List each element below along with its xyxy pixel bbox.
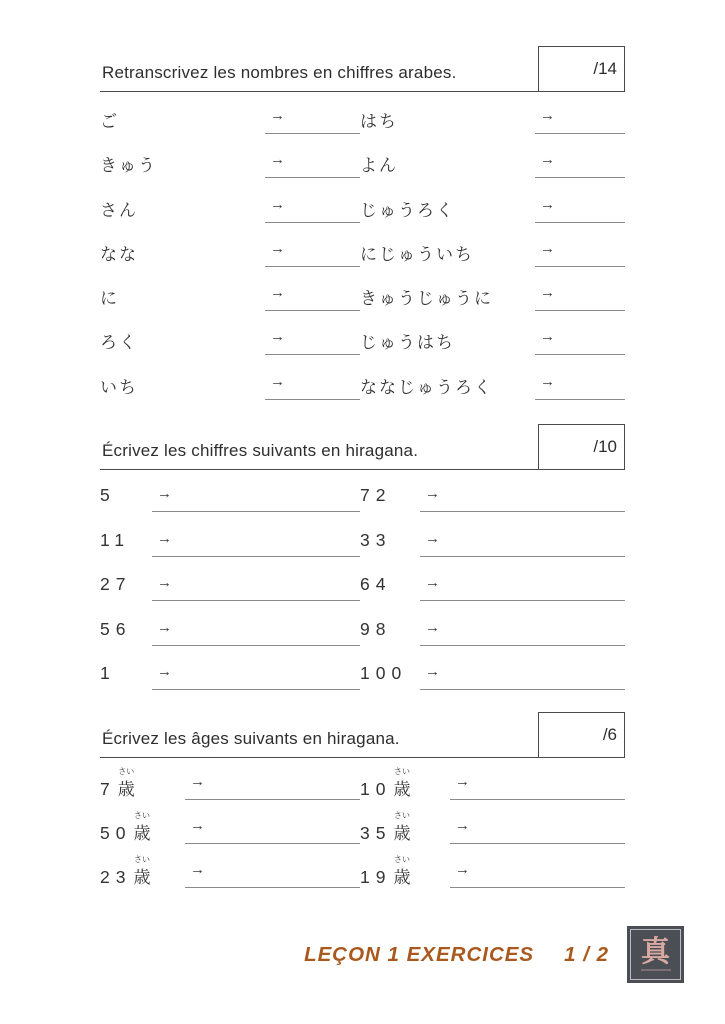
kana-word-right: じゅうはち	[360, 333, 455, 353]
section-title: Retranscrivez les nombres en chiffres arabes.	[102, 63, 457, 82]
number-left: 1	[100, 663, 116, 684]
page-number: 1 / 2	[564, 942, 609, 966]
answer-blank	[450, 766, 625, 800]
answer-blank	[152, 478, 360, 512]
arrow-icon: →	[190, 772, 205, 790]
answer-blank	[420, 612, 625, 646]
section-header	[100, 425, 625, 470]
answer-blank	[450, 810, 625, 844]
arrow-icon: →	[157, 618, 172, 636]
answer-blank	[450, 854, 625, 888]
age-kanji: 歳	[117, 779, 135, 799]
arrow-icon: →	[425, 574, 440, 592]
answer-blank	[265, 277, 360, 311]
footer-text	[304, 943, 609, 967]
number-left: 27	[100, 574, 132, 595]
page-footer	[100, 926, 684, 983]
kana-word-right: きゅうじゅうに	[360, 289, 493, 309]
answer-blank	[152, 567, 360, 601]
exercise-row	[100, 523, 625, 568]
arrow-icon: →	[455, 860, 470, 878]
age-kanji: 歳	[393, 823, 411, 843]
furigana: さい	[133, 854, 150, 864]
answer-blank	[265, 366, 360, 400]
age-kanji: 歳	[133, 867, 151, 887]
age-right	[360, 854, 450, 888]
brand-logo-inner	[630, 929, 681, 980]
answer-blank	[420, 478, 625, 512]
arrow-icon: →	[540, 107, 555, 124]
number-right: 33	[360, 529, 392, 550]
answer-blank	[535, 277, 625, 311]
arrow-icon: →	[425, 529, 440, 547]
arrow-icon: →	[157, 485, 172, 503]
section-title: Écrivez les chiffres suivants en hiragana.	[102, 441, 419, 461]
arrow-icon: →	[540, 372, 555, 390]
exercise-rows	[100, 92, 625, 410]
age-kanji: 歳	[133, 823, 151, 843]
arrow-icon: →	[540, 151, 555, 169]
number-right: 64	[360, 574, 392, 595]
answer-blank	[265, 189, 360, 223]
arrow-icon: →	[190, 816, 205, 834]
age-kanji-wrap	[133, 810, 151, 844]
answer-blank	[152, 523, 360, 557]
age-kanji: 歳	[393, 867, 411, 887]
answer-blank	[420, 523, 625, 557]
answer-blank	[535, 189, 625, 223]
age-number: 10	[360, 778, 392, 799]
kana-word-right: にじゅういち	[360, 244, 474, 264]
answer-blank	[265, 233, 360, 267]
furigana: さい	[133, 810, 150, 820]
arrow-icon: →	[270, 151, 285, 169]
answer-blank	[152, 612, 360, 646]
exercise-row	[100, 854, 625, 898]
age-right	[360, 766, 450, 800]
score-box: /6	[538, 712, 625, 758]
answer-blank	[535, 321, 625, 355]
section-title: Écrivez les âges suivants en hiragana.	[102, 728, 400, 748]
age-kanji-wrap	[133, 854, 151, 888]
exercise-row	[100, 366, 625, 410]
exercise-row	[100, 478, 625, 523]
exercise-row	[100, 144, 625, 188]
exercise-row	[100, 567, 625, 612]
logo-kanji: 真	[640, 936, 670, 968]
number-left: 56	[100, 618, 132, 639]
age-kanji-wrap	[393, 854, 411, 888]
section-header	[100, 47, 625, 92]
age-number: 7	[100, 778, 116, 799]
number-left: 11	[100, 529, 131, 550]
arrow-icon: →	[270, 284, 285, 302]
age-kanji: 歳	[393, 779, 411, 799]
age-number: 35	[360, 822, 392, 843]
answer-blank	[185, 854, 360, 888]
score-box: /14	[538, 46, 625, 92]
age-left	[100, 854, 185, 888]
kana-word-left: いち	[100, 377, 138, 397]
age-number: 50	[100, 822, 132, 843]
exercise-row	[100, 612, 625, 657]
exercise-row	[100, 277, 625, 321]
arrow-icon: →	[270, 195, 285, 213]
arrow-icon: →	[540, 195, 555, 213]
arrow-icon: →	[455, 772, 470, 790]
age-kanji-wrap	[393, 810, 411, 844]
answer-blank	[535, 100, 625, 134]
kana-word-right: よん	[360, 156, 398, 176]
lesson-title: LEÇON 1 EXERCICES	[304, 942, 535, 966]
arrow-icon: →	[540, 284, 555, 302]
number-right: 98	[360, 618, 392, 639]
answer-blank	[420, 567, 625, 601]
age-right	[360, 810, 450, 844]
answer-blank	[185, 766, 360, 800]
exercise-row	[100, 233, 625, 277]
exercise-row	[100, 656, 625, 701]
section-header	[100, 713, 625, 758]
furigana: さい	[393, 854, 410, 864]
kana-word-right: ななじゅうろく	[360, 377, 493, 397]
brand-logo	[627, 926, 684, 983]
kana-word-left: ろく	[100, 333, 138, 353]
age-kanji-wrap	[117, 766, 135, 800]
arrow-icon: →	[157, 663, 172, 681]
age-left	[100, 810, 185, 844]
kana-word-left: きゅう	[100, 156, 157, 176]
age-left	[100, 766, 185, 800]
arrow-icon: →	[540, 328, 555, 346]
furigana: さい	[393, 810, 410, 820]
arrow-icon: →	[270, 328, 285, 346]
kana-word-right: じゅうろく	[360, 200, 455, 220]
age-number: 19	[360, 866, 392, 887]
age-number: 23	[100, 866, 132, 887]
furigana: さい	[393, 766, 410, 776]
answer-blank	[535, 366, 625, 400]
number-right: 72	[360, 485, 392, 506]
section-kana-to-numbers	[100, 47, 625, 410]
kana-word-left: なな	[100, 244, 138, 264]
answer-blank	[535, 233, 625, 267]
logo-caption-line	[641, 969, 671, 971]
exercise-row	[100, 321, 625, 365]
exercise-row	[100, 189, 625, 233]
number-right: 100	[360, 663, 408, 684]
answer-blank	[152, 656, 360, 690]
arrow-icon: →	[190, 860, 205, 878]
arrow-icon: →	[455, 816, 470, 834]
age-kanji-wrap	[393, 766, 411, 800]
score-box: /10	[538, 424, 625, 470]
arrow-icon: →	[157, 529, 172, 547]
answer-blank	[265, 144, 360, 178]
arrow-icon: →	[425, 663, 440, 681]
exercise-row	[100, 100, 625, 144]
arrow-icon: →	[270, 372, 285, 390]
answer-blank	[535, 144, 625, 178]
answer-blank	[420, 656, 625, 690]
answer-blank	[265, 321, 360, 355]
arrow-icon: →	[540, 239, 555, 257]
kana-word-right: はち	[360, 112, 398, 131]
kana-word-left: に	[100, 289, 119, 309]
exercise-rows	[100, 470, 625, 701]
arrow-icon: →	[425, 485, 440, 503]
exercise-rows	[100, 758, 625, 898]
kana-word-left: さん	[100, 200, 138, 220]
section-numbers-to-hiragana	[100, 425, 625, 701]
answer-blank	[265, 100, 360, 134]
exercise-row	[100, 810, 625, 854]
answer-blank	[185, 810, 360, 844]
kana-word-left: ご	[100, 112, 119, 131]
section-ages-to-hiragana	[100, 713, 625, 898]
exercise-row	[100, 766, 625, 810]
arrow-icon: →	[270, 239, 285, 257]
furigana: さい	[118, 766, 135, 776]
arrow-icon: →	[157, 574, 172, 592]
arrow-icon: →	[425, 618, 440, 636]
arrow-icon: →	[270, 107, 285, 124]
number-left: 5	[100, 485, 116, 506]
